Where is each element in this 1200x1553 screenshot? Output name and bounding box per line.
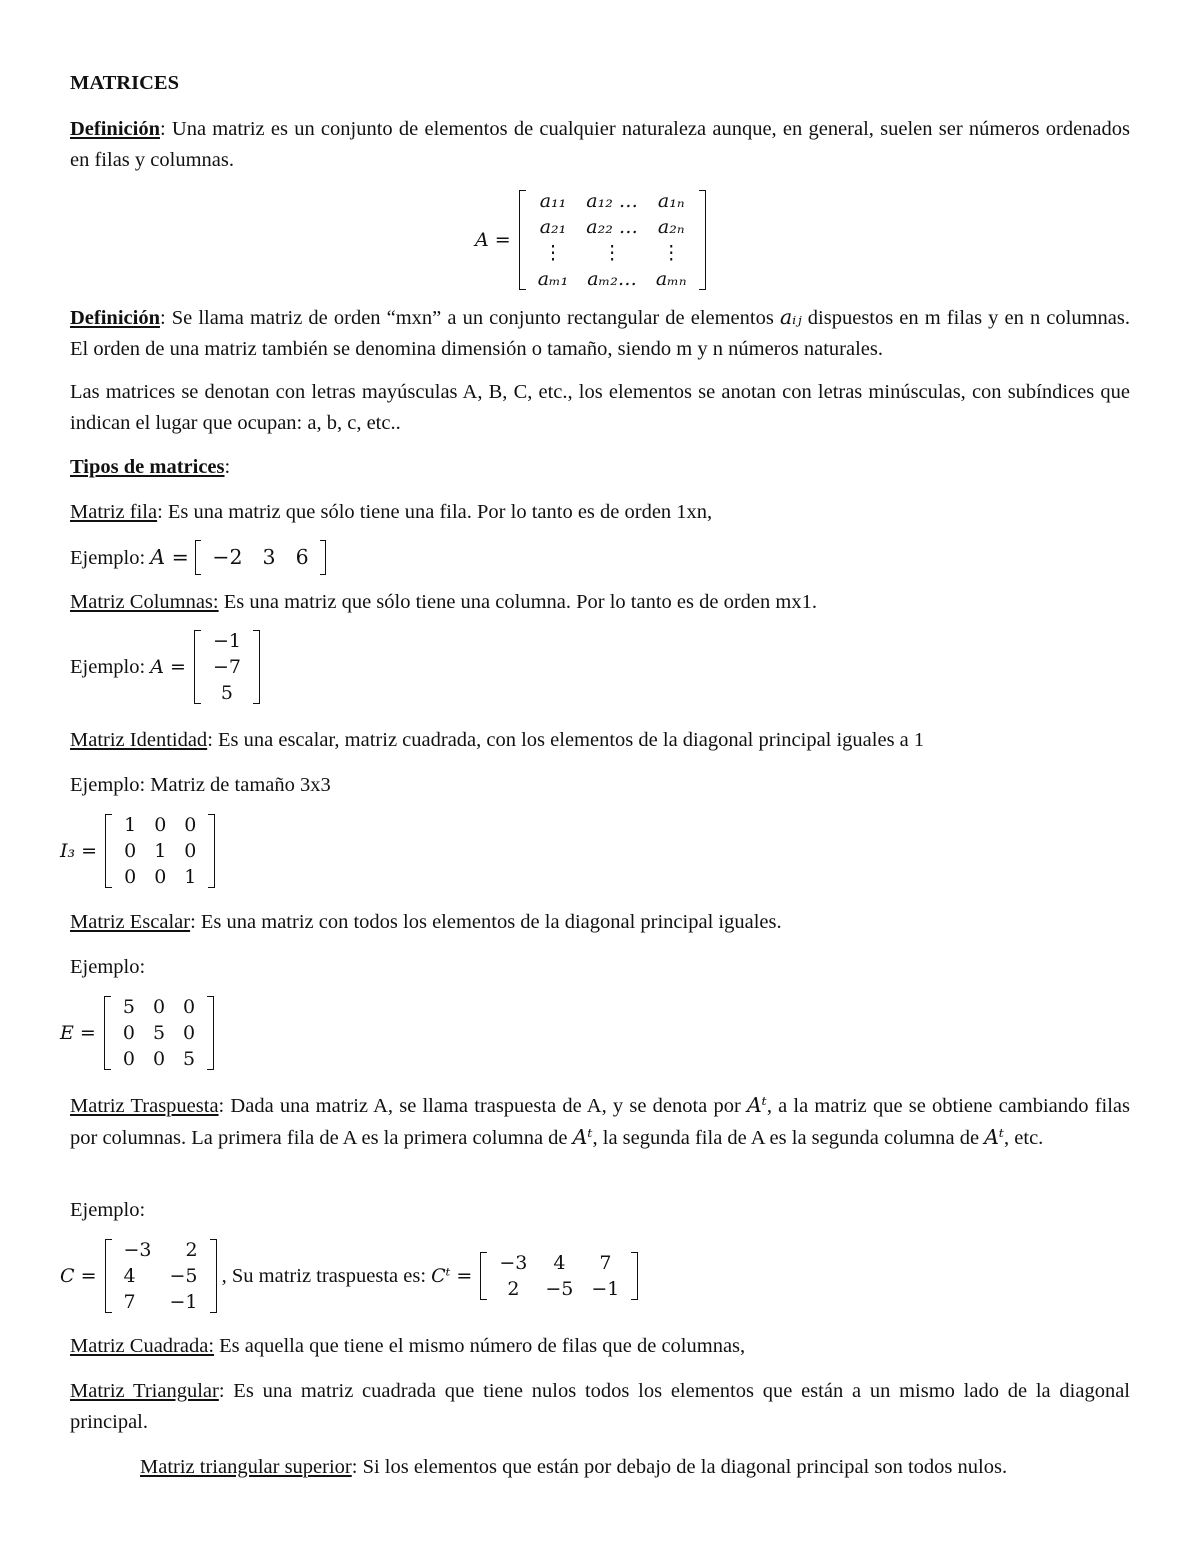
matrix-cell: a₁₁ [539,190,567,212]
matrix-cell: 5 [122,996,135,1018]
matrix-cell: ⋮ [543,242,563,264]
general-matrix [519,188,706,292]
row-matrix [195,542,325,573]
general-matrix-lhs: A = [475,229,511,251]
column-matrix [194,628,260,706]
matrix-cell: a₂₂ … [586,216,638,238]
c-matrix [105,1237,217,1315]
definition-2-text-b: dispuestos en m filas y en n columnas. El orden de una matriz también se denomina dimensión o tamaño, siendo m y n números naturales. [70,307,1130,360]
page-title: MATRICES [70,72,179,94]
row-matrix-lhs: A = [150,545,196,569]
transpose-label: Matriz Traspuesta [70,1095,219,1117]
identity-example-label: Ejemplo: Matriz de tamaño 3x3 [70,774,331,796]
matrix-cell: 5 [183,1048,196,1070]
matrix-cell: 4 [123,1265,136,1287]
matrix-cell: 0 [154,866,167,888]
matrix-cell: −5 [545,1278,574,1300]
matrix-cell: aₘ₂… [587,268,637,290]
matrix-cell: 7 [123,1291,136,1313]
scalar-matrix-label: Matriz Escalar [70,911,191,933]
square-matrix-text: Es aquella que tiene el mismo número de filas que de columnas, [214,1335,746,1357]
matrix-cell: aₘₙ [655,268,687,290]
matrix-cell: 0 [152,996,166,1018]
types-heading [70,452,1130,483]
column-matrix-definition [70,587,1130,618]
matrix-cell: −3 [123,1239,152,1261]
transpose-symbol: Aᵗ [572,1125,593,1149]
matrix-cell: −1 [212,630,241,652]
element-aij: aᵢⱼ [779,305,802,329]
matrix-cell: 1 [154,840,167,862]
transpose-example-equation [60,1237,638,1315]
matrix-cell: aₘ₁ [537,268,569,290]
upper-triangular-text: : Si los elementos que están por debajo de la diagonal principal son todos nulos. [351,1456,1008,1478]
c-matrix-lhs: C = [60,1265,97,1287]
matrix-cell: −2 [212,545,243,569]
transpose-definition [70,1090,1130,1154]
identity-matrix-equation [60,812,215,890]
general-matrix-equation [475,188,706,292]
matrix-cell: 5 [220,682,234,704]
scalar-matrix-equation [60,994,214,1072]
example-label: Ejemplo: [70,547,151,569]
definition-2-label: Definición [70,307,160,329]
upper-triangular-label: Matriz triangular superior [140,1456,352,1478]
matrix-cell: 0 [152,1048,166,1070]
matrix-cell: a₁₂ … [586,190,638,212]
matrix-cell: 6 [295,545,309,569]
matrix-cell: 3 [262,545,276,569]
matrix-cell: a₂₁ [539,216,567,238]
transpose-symbol: Aᵗ [984,1125,1005,1149]
transpose-text-1: : Dada una matriz A, se llama traspuesta de A, y se denota por [218,1095,747,1117]
matrix-cell: 0 [124,840,137,862]
scalar-matrix-lhs: E = [60,1022,96,1044]
types-heading-colon: : [224,456,231,478]
matrix-cell: a₁ₙ [657,190,685,212]
matrix-cell: −5 [169,1265,198,1287]
identity-matrix-text: : Es una escalar, matriz cuadrada, con los elementos de la diagonal principal iguales a 1 [207,729,925,751]
column-matrix-lhs: A = [150,656,186,678]
matrix-cell: 7 [599,1252,612,1274]
row-matrix-label: Matriz fila [70,501,158,523]
ct-matrix [480,1250,638,1302]
definition-1-label: Definición [70,118,160,140]
triangular-matrix-definition [70,1376,1130,1438]
matrix-cell: 0 [184,814,197,836]
transpose-example-label: Ejemplo: [70,1199,146,1221]
matrix-cell: 0 [183,1022,196,1044]
triangular-matrix-text: : Es una matriz cuadrada que tiene nulos todos los elementos que están a un mismo lado de la diagonal principal. [70,1380,1130,1433]
column-matrix-example [70,628,260,706]
transpose-symbol: Aᵗ [746,1093,767,1117]
matrix-cell: 1 [184,866,197,888]
identity-matrix-label: Matriz Identidad [70,729,208,751]
matrix-cell: 0 [124,866,137,888]
example-label: Ejemplo: [70,655,151,678]
matrix-cell: −7 [212,656,241,678]
row-matrix-text: : Es una matriz que sólo tiene una fila. Por lo tanto es de orden 1xn, [157,501,713,523]
identity-matrix-lhs: I₃ = [60,840,98,862]
transpose-text-3: , la segunda fila de A es la segunda columna de [592,1127,985,1149]
matrix-cell: 0 [154,814,167,836]
definition-2 [70,302,1130,365]
matrix-cell: 2 [185,1239,198,1261]
row-matrix-example [70,542,1130,574]
upper-triangular-definition [140,1452,1130,1483]
square-matrix-definition [70,1331,1130,1362]
transpose-text-4: , etc. [1004,1127,1044,1149]
scalar-matrix [104,994,214,1072]
identity-matrix-definition [70,725,1130,756]
matrix-cell: 0 [122,1022,135,1044]
identity-matrix [105,812,215,890]
matrix-cell: −1 [591,1278,620,1300]
definition-1 [70,114,1130,176]
triangular-matrix-label: Matriz Triangular [70,1380,219,1402]
matrix-cell: a₂ₙ [657,216,685,238]
column-matrix-label: Matriz Columnas: [70,591,219,613]
definition-2-text-a: : Se llama matriz de orden “mxn” a un conjunto rectangular de elementos [159,307,780,329]
matrix-cell: ⋮ [661,242,681,264]
types-heading-label: Tipos de matrices [70,456,225,478]
matrix-cell: −3 [499,1252,528,1274]
scalar-example-label: Ejemplo: [70,956,146,978]
notation-paragraph: Las matrices se denotan con letras mayúsculas A, B, C, etc., los elementos se anotan con letras minúsculas, con subíndices que indican el lugar que ocupan: a, b, c, etc.. [70,381,1130,434]
matrix-cell: 5 [152,1022,166,1044]
transpose-text-2: , a la matriz que se obtiene cambiando filas por columnas. La primera fila de A es la primera columna de [70,1095,1130,1149]
matrix-cell: 0 [183,996,196,1018]
row-matrix-definition [70,497,1130,528]
column-matrix-text: Es una matriz que sólo tiene una columna. Por lo tanto es de orden mx1. [218,591,817,613]
scalar-matrix-definition [70,907,1130,938]
transpose-mid-text: , Su matriz traspuesta es: [216,1264,432,1287]
square-matrix-label: Matriz Cuadrada: [70,1335,215,1357]
ct-matrix-lhs: Cᵗ = [431,1265,473,1287]
matrix-cell: 0 [184,840,197,862]
definition-1-text: : Una matriz es un conjunto de elementos de cualquier naturaleza aunque, en general, suelen ser números ordenados en filas y columnas. [70,118,1130,171]
matrix-cell: 0 [122,1048,135,1070]
matrix-cell: ⋮ [602,242,622,264]
matrix-cell: 2 [507,1278,520,1300]
matrix-cell: 4 [553,1252,566,1274]
scalar-matrix-text: : Es una matriz con todos los elementos de la diagonal principal iguales. [190,911,782,933]
matrix-cell: 1 [124,814,137,836]
matrix-cell: −1 [169,1291,198,1313]
